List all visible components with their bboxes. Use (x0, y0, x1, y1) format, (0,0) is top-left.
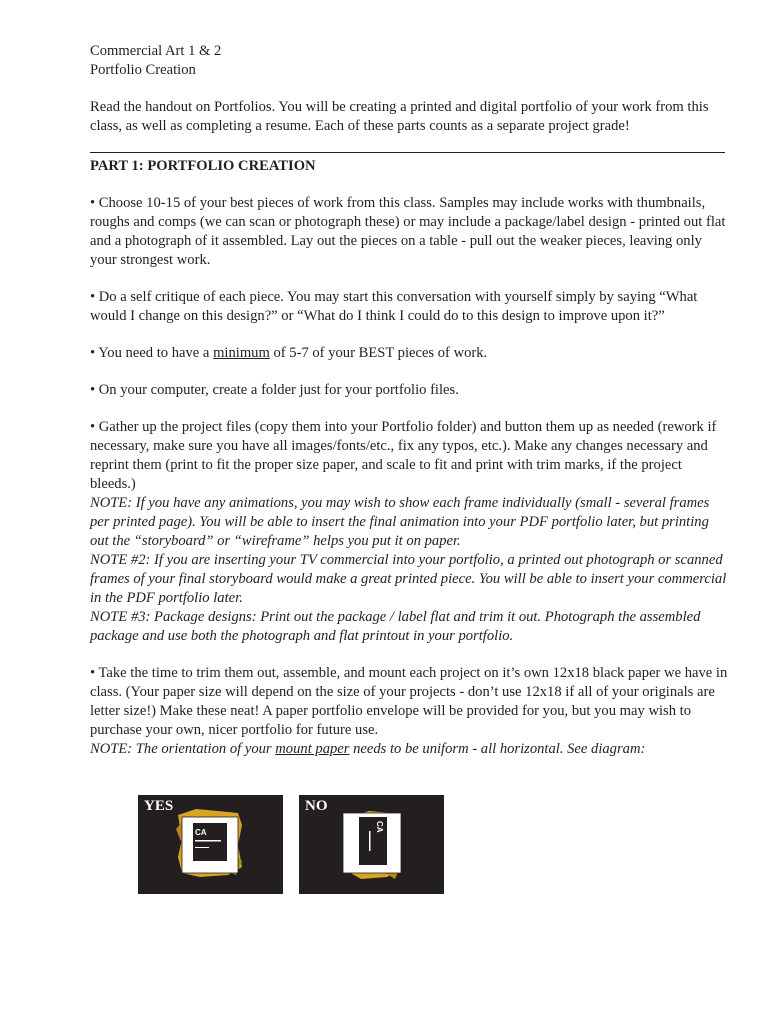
bullet-trim: • Take the time to trim them out, assemble, and mount each project on it’s own 12x18 black paper we have in class. (Your paper size will depend on the size of your projects - don’t use 12x18 if all of your originals are letter size!) Make these neat! A paper portfolio envelope will be provided for you, but you may wish to purchase your own, nicer portfolio for future use. (90, 665, 728, 738)
bullet-critique: • Do a self critique of each piece. You may start this conversation with yourself simply by saying “What would I change on this design?” or “What do I think I could do to this design to improve upon it?” (90, 289, 698, 324)
no-art-letters: CA (375, 821, 384, 833)
note-orientation (90, 740, 730, 759)
section-divider (90, 152, 725, 153)
note-package: NOTE #3: Package designs: Print out the package / label flat and trim it out. Photograph the assembled package and use both the photograph and flat printout in your portfolio. (90, 609, 701, 644)
orientation-diagram (138, 795, 448, 895)
assignment-title: Portfolio Creation (90, 62, 196, 78)
bullet-gather: • Gather up the project files (copy them into your Portfolio folder) and button them up as needed (rework if necessary, make sure you have all images/fonts/etc., fix any typos, etc.). Make any changes necessary and reprint them (print to fit the proper size paper, and scale to fit and print with trim marks, if the project bleeds.) (90, 419, 717, 492)
bullet-choose: • Choose 10-15 of your best pieces of work from this class. Samples may include works with thumbnails, roughs and comps (we can scan or photograph these) or may include a package/label design - printed out flat and a photograph of it assembled. Lay out the pieces on a table - pull out the weaker pieces, leaving only your strongest work. (90, 195, 726, 268)
part1-heading: PART 1: PORTFOLIO CREATION (90, 158, 316, 174)
orientation-underlined: mount paper (275, 741, 350, 757)
bullet-minimum (90, 344, 730, 363)
course-title: Commercial Art 1 & 2 (90, 43, 222, 59)
document-page (90, 42, 730, 759)
bullet-folder: • On your computer, create a folder just for your portfolio files. (90, 382, 459, 398)
note-animations: NOTE: If you have any animations, you may wish to show each frame individually (small - several frames per printed page). You will be able to insert the final animation into your PDF portfolio later, but printing out the “storyboard” or “wireframe” helps you put it on paper. (90, 495, 710, 549)
no-example-card (299, 795, 444, 894)
minimum-underlined: minimum (213, 345, 270, 361)
yes-label: YES (144, 798, 174, 814)
yes-example-card (138, 795, 283, 894)
minimum-text-before: • You need to have a (90, 345, 214, 361)
note-tv-commercial: NOTE #2: If you are inserting your TV commercial into your portfolio, a printed out photograph or scanned frames of your final storyboard would make a great printed piece. You will be able to insert your commercial in the PDF portfolio later. (90, 552, 727, 606)
orientation-text-after: needs to be uniform - all horizontal. See diagram: (349, 741, 646, 757)
intro-paragraph: Read the handout on Portfolios. You will be creating a printed and digital portfolio of your work from this class, as well as completing a resume. Each of these parts counts as a separate project grade! (90, 99, 709, 134)
no-label: NO (305, 798, 328, 814)
minimum-text-after: of 5-7 of your BEST pieces of work. (269, 345, 488, 361)
orientation-text-before: NOTE: The orientation of your (90, 741, 276, 757)
yes-art-letters: CA (195, 828, 207, 837)
